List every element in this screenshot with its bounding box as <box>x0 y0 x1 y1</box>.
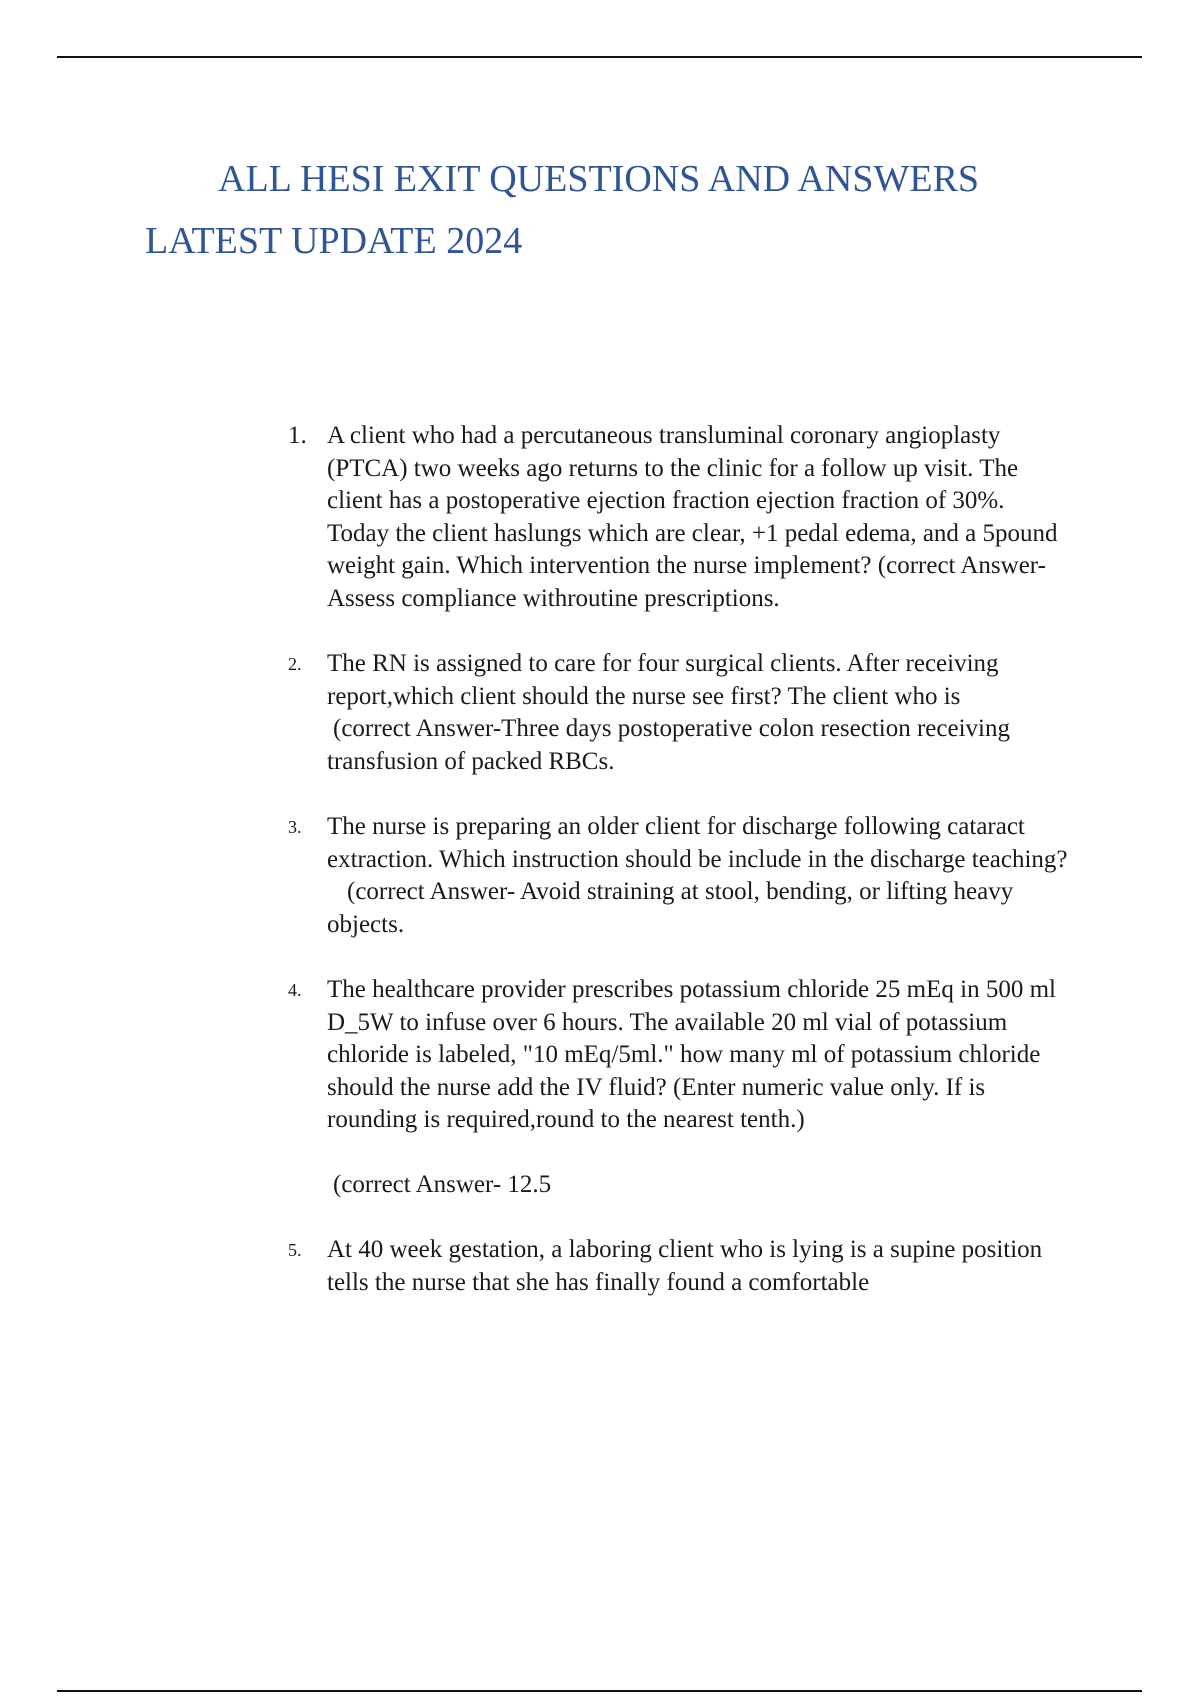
question-number: 1. <box>288 422 307 449</box>
title-line-1: ALL HESI EXIT QUESTIONS AND ANSWERS <box>218 158 980 200</box>
question-number: 5. <box>288 1240 302 1260</box>
top-rule <box>57 56 1142 58</box>
question-text: The healthcare provider prescribes potassium chloride 25 mEq in 500 ml D_5W to infuse over 6 hours. The available 20 ml vial of potassium chloride is labeled, "10 mEq/5ml." how many ml of potassium chloride should the nurse add the IV fluid? (Enter numeric value only. If is rounding is required,round to the nearest tenth.) <box>327 976 1056 1133</box>
question-number: 2. <box>288 654 302 674</box>
question-text: The RN is assigned to care for four surgical clients. After receiving report,which client should the nurse see first? The client who is <box>327 650 999 710</box>
question-item <box>288 648 1068 778</box>
question-text: The nurse is preparing an older client for discharge following cataract extraction. Which instruction should be include in the discharge teaching? <box>327 813 1068 873</box>
question-item <box>288 420 1068 615</box>
question-number: 3. <box>288 817 302 837</box>
question-list <box>288 420 1068 1332</box>
answer-text: (correct Answer- Avoid straining at stool, bending, or lifting heavy objects. <box>327 878 1014 938</box>
answer-text: (correct Answer-Three days postoperative colon resection receiving transfusion of packed RBCs. <box>327 715 1010 775</box>
question-number: 4. <box>288 980 302 1000</box>
question-item <box>288 974 1068 1201</box>
question-text: At 40 week gestation, a laboring client who is lying is a supine position tells the nurse that she has finally found a comfortable <box>327 1236 1043 1296</box>
question-text: A client who had a percutaneous transluminal coronary angioplasty (PTCA) two weeks ago returns to the clinic for a follow up visit. The client has a postoperative ejection fraction ejection fraction of 30%. Today the client haslungs which are clear, +1 pedal edema, and a 5pound weight gain. Which intervention the nurse implement? (correct Answer- Assess compliance withroutine prescriptions. <box>327 422 1058 612</box>
document-title <box>0 148 1200 272</box>
question-item <box>288 811 1068 941</box>
bottom-rule <box>57 1690 1142 1692</box>
title-line-2: LATEST UPDATE 2024 <box>145 220 523 262</box>
answer-text: (correct Answer- 12.5 <box>333 1170 552 1198</box>
question-item <box>288 1234 1068 1299</box>
